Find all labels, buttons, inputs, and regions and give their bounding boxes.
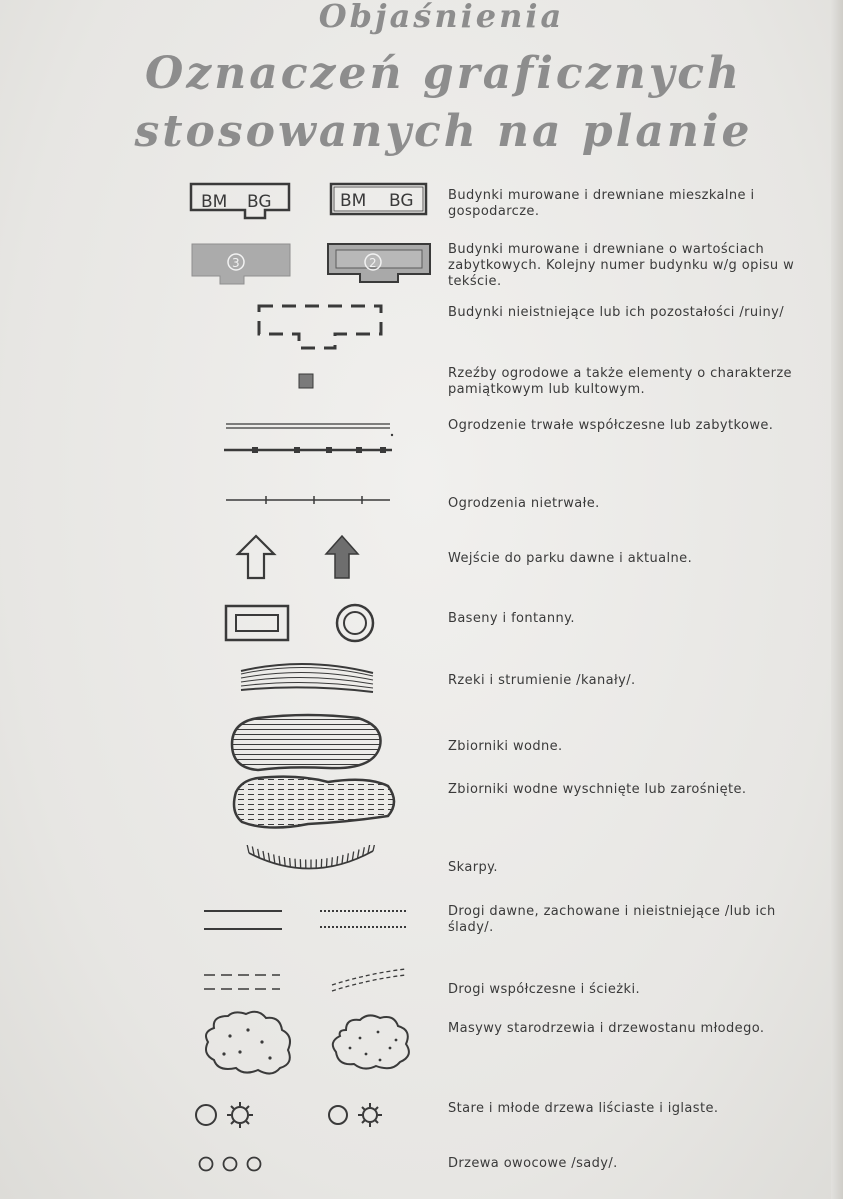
building-number-2: 2	[369, 256, 377, 270]
slope-icon	[245, 845, 380, 885]
building-label-bm-2: BM	[340, 191, 367, 211]
legend-text-dry-ponds: Zbiorniki wodne wyschnięte lub zarośnięte.	[448, 782, 747, 797]
slope-tick	[327, 858, 328, 867]
legend-text-sculptures: Rzeźby ogrodowe a także elementy o charakterze pamiątkowym lub kultowym.	[448, 366, 792, 397]
legend-text-rivers: Rzeki i strumienie /kanały/.	[448, 673, 636, 688]
legend-text-historic-buildings: Budynki murowane i drewniane o wartościach zabytkowych. Kolejny numer budynku w/g opisu w tekście.	[448, 242, 795, 289]
single-tree-icon	[190, 1098, 400, 1132]
building-label-bg-2: BG	[389, 191, 414, 211]
legend-text-pools: Baseny i fontanny.	[448, 611, 575, 626]
slope-tick	[268, 853, 269, 862]
buildings-historic-icon	[190, 240, 435, 288]
legend-text-slopes: Skarpy.	[448, 860, 498, 875]
buildings-outline-icon	[185, 180, 435, 225]
modern-road-icon	[200, 965, 415, 997]
pond-icon	[228, 712, 388, 774]
building-number-3: 3	[232, 256, 240, 270]
legend-text-orchards: Drzewa owocowe /sady/.	[448, 1156, 618, 1171]
slope-tick	[337, 856, 338, 865]
slope-tick	[274, 854, 275, 863]
slope-tick	[342, 855, 343, 864]
slope-tick	[373, 845, 375, 851]
slope-tick	[295, 859, 296, 868]
legend-text-fence-temporary: Ogrodzenia nietrwałe.	[448, 496, 600, 511]
legend-text-entrance: Wejście do parku dawne i aktualne.	[448, 551, 693, 566]
title-line-1: Objaśnienia	[318, 0, 565, 35]
fence-permanent-icon	[222, 418, 397, 460]
legend-text-fence-permanent: Ogrodzenie trwałe współczesne lub zabytkowe.	[448, 418, 774, 433]
slope-tick	[247, 845, 249, 853]
slope-tick	[332, 857, 333, 866]
dry-pond-icon	[228, 772, 403, 834]
sculpture-square-icon	[295, 370, 319, 394]
legend-text-single-trees: Stare i młode drzewa liściaste i iglaste.	[448, 1101, 719, 1116]
old-road-icon	[200, 905, 415, 935]
legend-text-ponds: Zbiorniki wodne.	[448, 739, 563, 754]
tree-mass-icon	[200, 1008, 420, 1078]
slope-tick	[284, 857, 285, 866]
legend-text-modern-roads: Drogi współczesne i ścieżki.	[448, 982, 641, 997]
river-icon	[235, 662, 380, 698]
legend-text-old-roads: Drogi dawne, zachowane i nieistniejące /lub ich ślady/.	[448, 904, 776, 935]
slope-tick	[347, 853, 348, 862]
slope-tick	[290, 858, 291, 867]
ruins-dashed-icon	[255, 300, 390, 358]
entrance-arrow-icon	[230, 532, 370, 584]
legend-text-ruins: Budynki nieistniejące lub ich pozostałości /ruiny/	[448, 305, 785, 320]
fence-temporary-icon	[222, 490, 397, 510]
orchard-icon	[195, 1152, 265, 1176]
slope-tick	[279, 856, 280, 865]
page-edge	[831, 0, 843, 1199]
legend-text-tree-masses: Masywy starodrzewia i drzewostanu młodego.	[448, 1021, 765, 1036]
pool-fountain-icon	[222, 602, 382, 644]
building-label-bg: BG	[247, 192, 272, 212]
legend-text-buildings: Budynki murowane i drewniane mieszkalne i gospodarcze.	[448, 188, 755, 219]
title-line-3: stosowanych na planie	[134, 106, 753, 157]
title-line-2: Oznaczeń graficznych	[144, 48, 743, 99]
building-label-bm: BM	[201, 192, 228, 212]
